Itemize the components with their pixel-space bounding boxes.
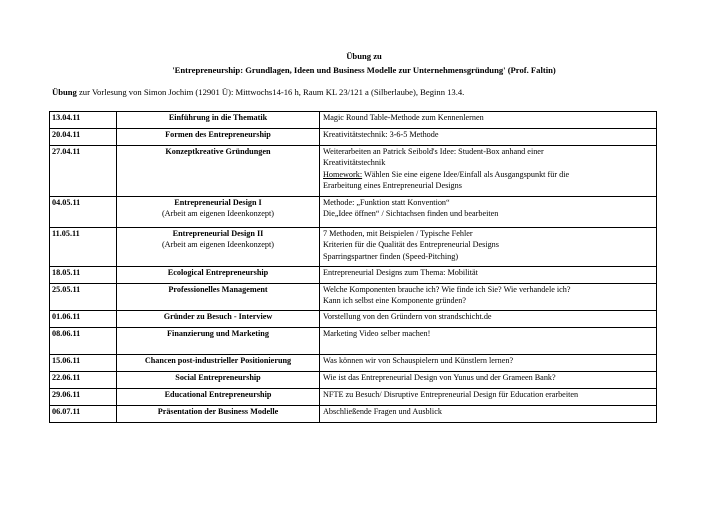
row-topic-title: Entrepreneurial Design II [172, 229, 264, 238]
row-topic [117, 228, 320, 267]
row-date: 13.04.11 [50, 112, 117, 129]
row-topic-title: Entrepreneurial Design I [174, 198, 262, 207]
row-topic [117, 197, 320, 228]
row-description: NFTE zu Besuch/ Disruptive Entrepreneurial Design für Education erarbeiten [320, 389, 657, 406]
course-info-text: zur Vorlesung von Simon Jochim (12901 Ü): Mittwochs14-16 h, Raum KL 23/121 a (Silberlaube), Beginn 13.4. [76, 87, 465, 97]
row-date: 18.05.11 [50, 267, 117, 284]
table-row [50, 389, 657, 406]
course-info-label: Übung [52, 87, 77, 97]
homework-label: Homework: [323, 169, 363, 179]
row-description-line: Methode: „Funktion statt Konvention“ [323, 198, 450, 207]
row-description [320, 228, 657, 267]
row-description: Abschließende Fragen und Ausblick [320, 406, 657, 423]
table-row [50, 129, 657, 146]
row-description: Was können wir von Schauspielern und Künstlern lernen? [320, 355, 657, 372]
table-row [50, 267, 657, 284]
row-topic: Einführung in die Thematik [117, 112, 320, 129]
row-description-line [323, 169, 653, 180]
row-topic-subtitle: (Arbeit am eigenen Ideenkonzept) [161, 209, 275, 219]
row-description-line: Kann ich selbst eine Komponente gründen? [323, 296, 467, 306]
row-date: 01.06.11 [50, 311, 117, 328]
row-topic: Educational Entrepreneurship [117, 389, 320, 406]
row-topic: Gründer zu Besuch - Interview [117, 311, 320, 328]
homework-text: Wählen Sie eine eigene Idee/Einfall als Ausgangspunkt für die [362, 169, 570, 179]
row-date: 08.06.11 [50, 328, 117, 355]
row-description-line: Die„Idee öffnen“ / Sichtachsen finden und bearbeiten [323, 209, 499, 219]
table-row [50, 197, 657, 228]
table-row [50, 112, 657, 129]
page-title: Übung zu [346, 51, 382, 61]
row-date: 27.04.11 [50, 146, 117, 197]
row-date: 15.06.11 [50, 355, 117, 372]
row-description-line: Kriterien für die Qualität des Entrepreneurial Designs [323, 240, 499, 250]
table-row [50, 228, 657, 267]
row-topic: Professionelles Management [117, 284, 320, 311]
row-description-line: Kreativitätstechnik [323, 158, 386, 168]
row-date: 25.05.11 [50, 284, 117, 311]
row-description: Marketing Video selber machen! [320, 328, 657, 355]
row-topic: Social Entrepreneurship [117, 372, 320, 389]
row-description: Entrepreneurial Designs zum Thema: Mobilität [320, 267, 657, 284]
row-date: 29.06.11 [50, 389, 117, 406]
table-row [50, 406, 657, 423]
table-row [50, 284, 657, 311]
row-description [320, 197, 657, 228]
row-topic: Finanzierung und Marketing [117, 328, 320, 355]
row-topic: Ecological Entrepreneurship [117, 267, 320, 284]
row-topic: Formen des Entrepreneurship [117, 129, 320, 146]
table-row [50, 355, 657, 372]
row-description-line: 7 Methoden, mit Beispielen / Typische Fehler [323, 229, 473, 238]
row-description [320, 284, 657, 311]
row-description: Wie ist das Entrepreneurial Design von Yunus und der Grameen Bank? [320, 372, 657, 389]
row-description-line: Erarbeitung eines Entrepreneurial Designs [323, 180, 462, 190]
row-date: 22.06.11 [50, 372, 117, 389]
schedule-table [49, 111, 657, 423]
row-description-line: Weiterarbeiten an Patrick Seibold's Idee: Student-Box anhand einer [323, 147, 544, 156]
course-info [52, 87, 464, 97]
row-description-line: Sparringspartner finden (Speed-Pitching) [323, 251, 459, 261]
row-date: 04.05.11 [50, 197, 117, 228]
table-row [50, 146, 657, 197]
table-row [50, 372, 657, 389]
row-date: 11.05.11 [50, 228, 117, 267]
row-date: 06.07.11 [50, 406, 117, 423]
row-description [320, 146, 657, 197]
row-description-line: Welche Komponenten brauche ich? Wie finde ich Sie? Wie verhandele ich? [323, 285, 571, 294]
row-date: 20.04.11 [50, 129, 117, 146]
table-row [50, 328, 657, 355]
row-description: Magic Round Table-Methode zum Kennenlernen [320, 112, 657, 129]
row-topic: Präsentation der Business Modelle [117, 406, 320, 423]
row-topic-subtitle: (Arbeit am eigenen Ideenkonzept) [161, 240, 275, 250]
row-description: Vorstellung von den Gründern von strandschicht.de [320, 311, 657, 328]
row-description: Kreativitätstechnik: 3-6-5 Methode [320, 129, 657, 146]
course-title: 'Entrepreneurship: Grundlagen, Ideen und Business Modelle zur Unternehmensgründung' (Prof. Faltin) [172, 65, 556, 75]
row-topic: Chancen post-industrieller Positionierung [117, 355, 320, 372]
row-topic: Konzeptkreative Gründungen [117, 146, 320, 197]
table-row [50, 311, 657, 328]
